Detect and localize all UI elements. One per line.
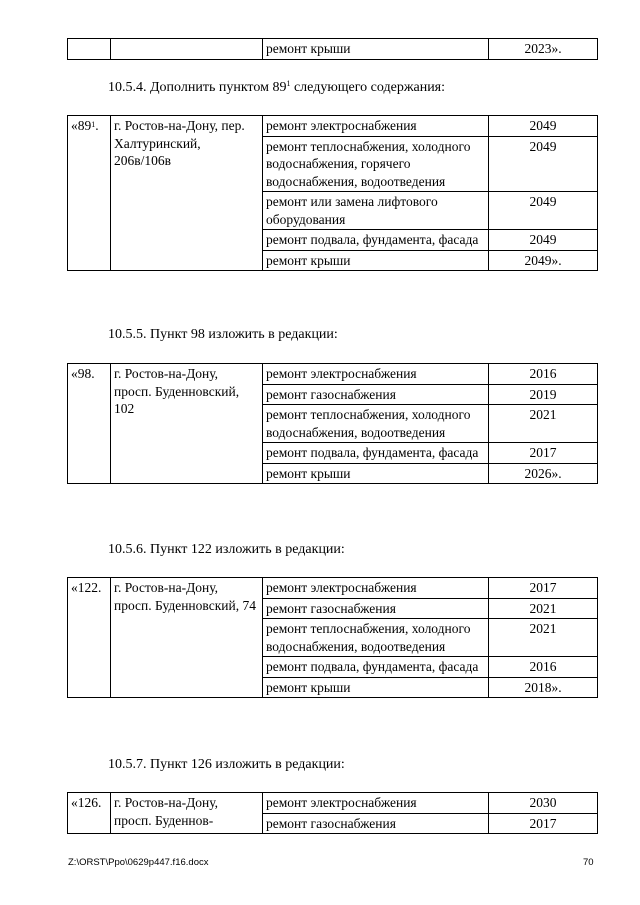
table-row: [68, 578, 598, 599]
year-cell: 2017: [489, 578, 598, 599]
table-row: [68, 364, 598, 385]
work-cell: ремонт крыши: [263, 39, 489, 60]
address-cell: г. Ростов-на-Дону, просп. Буденновский, 102: [111, 364, 263, 484]
year-cell: 2030: [489, 793, 598, 814]
table-row: [68, 793, 598, 814]
year-cell: 2049: [489, 230, 598, 251]
footer-page-number: 70: [583, 857, 594, 868]
work-cell: ремонт теплоснабжения, холодного водоснабжения, горячего водоснабжения, водоотведения: [263, 136, 489, 192]
address-cell: г. Ростов-на-Дону, просп. Буденновский, 74: [111, 578, 263, 698]
table-98: [67, 363, 598, 484]
work-cell: ремонт газоснабжения: [263, 813, 489, 834]
work-cell: ремонт газоснабжения: [263, 384, 489, 405]
work-cell: ремонт электроснабжения: [263, 364, 489, 385]
year-cell: 2049: [489, 136, 598, 192]
work-cell: ремонт подвала, фундамента, фасада: [263, 657, 489, 678]
address-cell: г. Ростов-на-Дону, пер. Халтуринский, 206в/106в: [111, 116, 263, 271]
table-row: [68, 39, 598, 60]
year-cell: 2016: [489, 657, 598, 678]
table-89-1: [67, 115, 598, 271]
year-cell: 2018».: [489, 677, 598, 698]
work-cell: ремонт крыши: [263, 677, 489, 698]
year-cell: 2016: [489, 364, 598, 385]
year-cell: 2017: [489, 443, 598, 464]
work-cell: ремонт крыши: [263, 250, 489, 271]
section-heading-98: 10.5.5. Пункт 98 изложить в редакции:: [108, 327, 338, 342]
year-cell: 2049: [489, 192, 598, 230]
year-cell: 2019: [489, 384, 598, 405]
work-cell: ремонт теплоснабжения, холодного водоснабжения, водоотведения: [263, 405, 489, 443]
year-cell: 2017: [489, 813, 598, 834]
number-cell: «$89^1$.: [68, 116, 111, 271]
address-cell: [111, 39, 263, 60]
year-cell: 2023».: [489, 39, 598, 60]
year-cell: 2021: [489, 598, 598, 619]
year-cell: 2049».: [489, 250, 598, 271]
year-cell: 2021: [489, 405, 598, 443]
work-cell: ремонт подвала, фундамента, фасада: [263, 443, 489, 464]
footer-file-path: Z:\ORST\Ppo\0629p447.f16.docx: [68, 857, 209, 868]
section-heading-126: 10.5.7. Пункт 126 изложить в редакции:: [108, 757, 345, 772]
work-cell: ремонт теплоснабжения, холодного водоснабжения, водоотведения: [263, 619, 489, 657]
work-cell: ремонт газоснабжения: [263, 598, 489, 619]
number-cell: [68, 39, 111, 60]
table-126: [67, 792, 598, 834]
table-row: [68, 116, 598, 137]
work-cell: ремонт крыши: [263, 463, 489, 484]
top-fragment-table: [67, 38, 598, 60]
year-cell: 2049: [489, 116, 598, 137]
year-cell: 2026».: [489, 463, 598, 484]
work-cell: ремонт или замена лифтового оборудования: [263, 192, 489, 230]
address-cell: г. Ростов-на-Дону, просп. Буденнов-: [111, 793, 263, 834]
table-122: [67, 577, 598, 698]
number-cell: «98.: [68, 364, 111, 484]
number-cell: «126.: [68, 793, 111, 834]
work-cell: ремонт подвала, фундамента, фасада: [263, 230, 489, 251]
section-heading-122: 10.5.6. Пункт 122 изложить в редакции:: [108, 542, 345, 557]
number-cell: «122.: [68, 578, 111, 698]
section-heading-89-1: 10.5.4. Дополнить пунктом $89^1$ следующего содержания:: [108, 79, 446, 95]
year-cell: 2021: [489, 619, 598, 657]
work-cell: ремонт электроснабжения: [263, 116, 489, 137]
work-cell: ремонт электроснабжения: [263, 793, 489, 814]
work-cell: ремонт электроснабжения: [263, 578, 489, 599]
